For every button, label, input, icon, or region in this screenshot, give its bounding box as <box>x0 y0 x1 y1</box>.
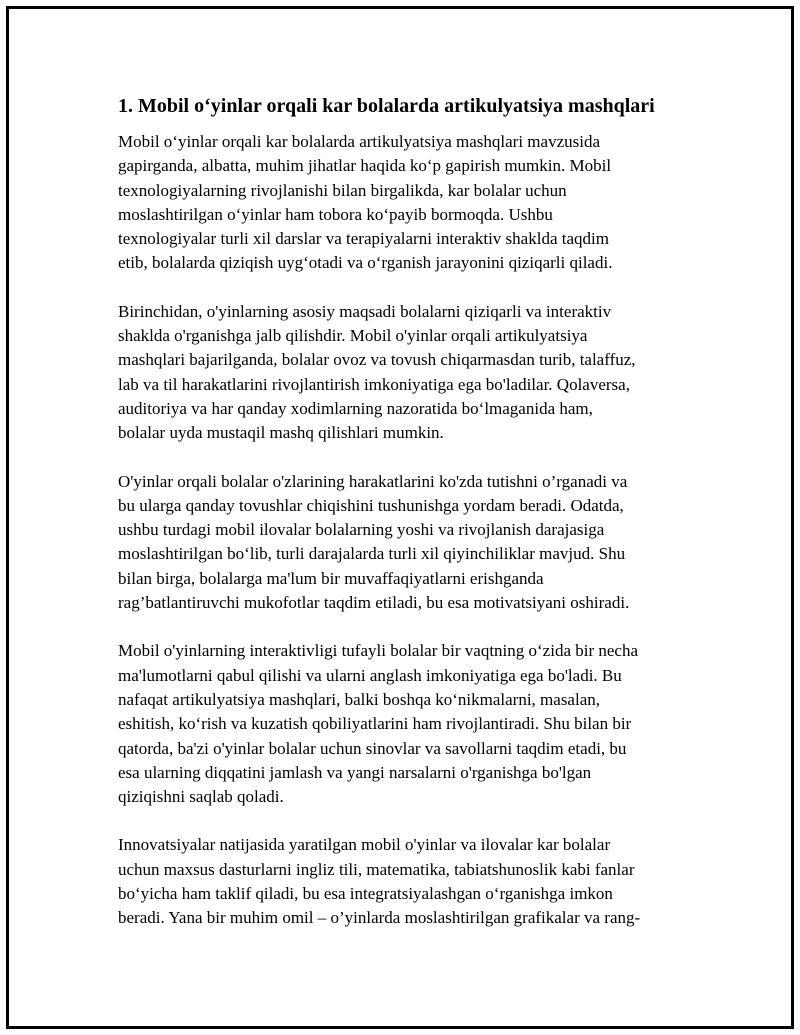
paragraph-line: qiziqishni saqlab qoladi. <box>118 787 284 807</box>
paragraph-line: esa ularning diqqatini jamlash va yangi narsalarni o'rganishga bo'lgan <box>118 762 592 782</box>
paragraph-line: etib, bolalarda qiziqish uyg‘otadi va o‘rganish jarayonini qiziqarli qiladi. <box>118 253 613 273</box>
paragraph-line: bilan birga, bolalarga ma'lum bir muvaffaqiyatlarni erishganda <box>118 568 544 588</box>
paragraph-5 <box>118 833 698 930</box>
paragraph-line: bu ularga qanday tovushlar chiqishini tushunishga yordam beradi. Odatda, <box>118 495 624 515</box>
paragraph-1 <box>118 130 698 276</box>
paragraph-line: moslashtirilgan o‘yinlar ham tobora ko‘payib bormoqda. Ushbu <box>118 204 553 224</box>
paragraph-line: texnologiyalar turli xil darslar va terapiyalarni interaktiv shaklda taqdim <box>118 229 609 249</box>
paragraph-line: texnologiyalarning rivojlanishi bilan birgalikda, kar bolalar uchun <box>118 180 567 200</box>
paragraph-line: Innovatsiyalar natijasida yaratilgan mobil o'yinlar va ilovalar kar bolalar <box>118 835 611 855</box>
paragraph-2 <box>118 300 698 446</box>
paragraph-line: uchun maxsus dasturlarni ingliz tili, matematika, tabiatshunoslik kabi fanlar <box>118 859 635 879</box>
paragraph-line: shaklda o'rganishga jalb qilishdir. Mobil o'yinlar orqali artikulyatsiya <box>118 326 588 346</box>
paragraph-line: ushbu turdagi mobil ilovalar bolalarning yoshi va rivojlanish darajasiga <box>118 520 605 540</box>
paragraph-line: gapirganda, albatta, muhim jihatlar haqida ko‘p gapirish mumkin. Mobil <box>118 156 612 176</box>
paragraph-4 <box>118 639 698 809</box>
paragraph-line: Birinchidan, o'yinlarning asosiy maqsadi bolalarni qiziqarli va interaktiv <box>118 301 612 321</box>
paragraph-line: bolalar uyda mustaqil mashq qilishlari mumkin. <box>118 423 444 443</box>
paragraph-line: lab va til harakatlarini rivojlantirish imkoniyatiga ega bo'ladilar. Qolaversa, <box>118 374 630 394</box>
paragraph-3 <box>118 470 698 616</box>
paragraph-line: eshitish, ko‘rish va kuzatish qobiliyatlarini ham rivojlantiradi. Shu bilan bir <box>118 714 632 734</box>
paragraph-line: qatorda, ba'zi o'yinlar bolalar uchun sinovlar va savollarni taqdim etadi, bu <box>118 738 627 758</box>
paragraph-line: beradi. Yana bir muhim omil – o’yinlarda moslashtirilgan grafikalar va rang- <box>118 908 641 928</box>
paragraph-line: Mobil o'yinlarning interaktivligi tufayli bolalar bir vaqtning o‘zida bir necha <box>118 641 639 661</box>
paragraph-line: nafaqat artikulyatsiya mashqlari, balki boshqa ko‘nikmalarni, masalan, <box>118 689 600 709</box>
paragraph-line: ma'lumotlarni qabul qilishi va ularni anglash imkoniyatiga ega bo'ladi. Bu <box>118 665 622 685</box>
paragraph-line: O'yinlar orqali bolalar o'zlarining harakatlarini ko'zda tutishni o’rganadi va <box>118 471 628 491</box>
paragraph-line: moslashtirilgan bo‘lib, turli darajalarda turli xil qiyinchiliklar mavjud. Shu <box>118 544 626 564</box>
paragraph-line: Mobil o‘yinlar orqali kar bolalarda artikulyatsiya mashqlari mavzusida <box>118 132 600 151</box>
paragraph-line: bo‘yicha ham taklif qiladi, bu esa integratsiyalashgan o‘rganishga imkon <box>118 884 613 904</box>
paragraph-line: auditoriya va har qanday xodimlarning nazoratida bo‘lmaganida ham, <box>118 398 593 418</box>
section-heading: 1. Mobil o‘yinlar orqali kar bolalarda artikulyatsiya mashqlari <box>118 95 655 117</box>
paragraph-line: mashqlari bajarilganda, bolalar ovoz va tovush chiqarmasdan turib, talaffuz, <box>118 350 636 370</box>
paragraph-line: rag’batlantiruvchi mukofotlar taqdim etiladi, bu esa motivatsiyani oshiradi. <box>118 593 630 613</box>
document-body <box>118 92 698 955</box>
